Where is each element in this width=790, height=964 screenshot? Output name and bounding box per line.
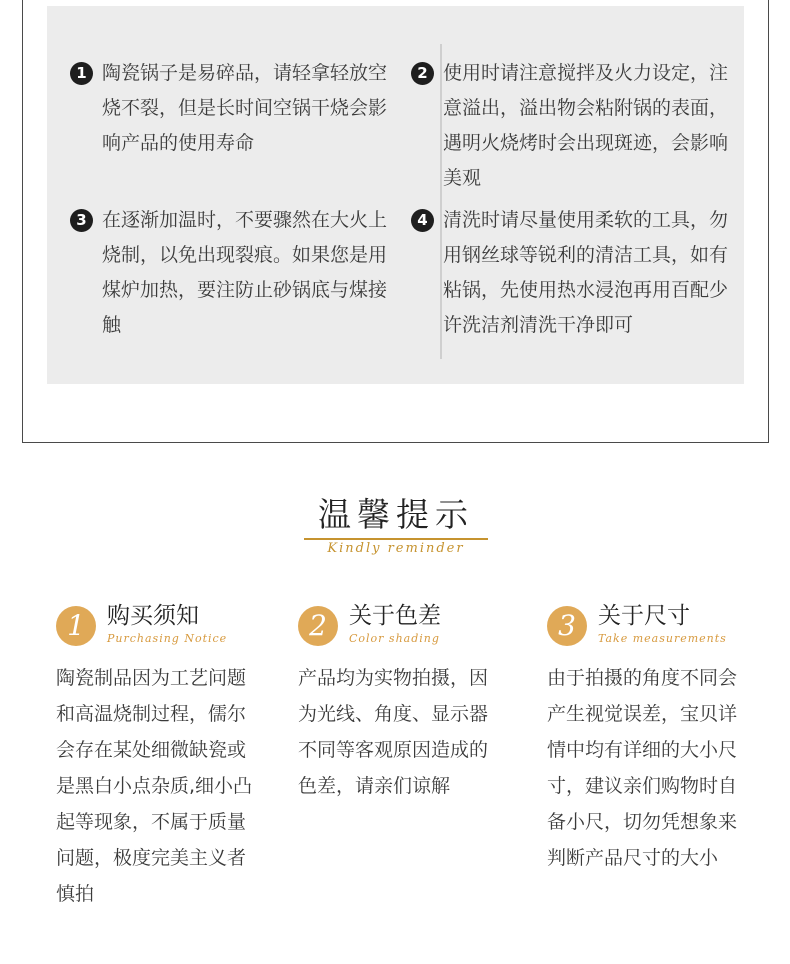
section-title-text: 温馨提示 bbox=[318, 495, 474, 534]
usage-note-4 bbox=[411, 203, 729, 343]
usage-note-text: 使用时请注意搅拌及火力设定，注意溢出，溢出物会粘附锅的表面，遇明火烧烤时会出现斑迹，会影响美观 bbox=[443, 62, 729, 189]
note-number-badge: 1 bbox=[70, 62, 93, 85]
usage-note-2 bbox=[411, 56, 729, 196]
tip-number-badge: 1 bbox=[56, 606, 96, 646]
tip-body: 产品均为实物拍摄，因为光线、角度、显示器不同等客观原因造成的色差，请亲们谅解 bbox=[298, 667, 489, 797]
usage-note-text: 清洗时请尽量使用柔软的工具，勿用钢丝球等锐利的清洁工具，如有粘锅，先使用热水浸泡再用百配少许洗洁剂清洗干净即可 bbox=[443, 209, 729, 336]
usage-note-text: 在逐渐加温时，不要骤然在大火上烧制，以免出现裂痕。如果您是用煤炉加热，要注防止砂锅底与煤接触 bbox=[102, 209, 388, 336]
usage-note-text: 陶瓷锅子是易碎品，请轻拿轻放空烧不裂，但是长时间空锅干烧会影响产品的使用寿命 bbox=[102, 62, 388, 154]
tip-number-badge: 3 bbox=[547, 606, 587, 646]
usage-note-3 bbox=[70, 203, 388, 343]
section-title-underline bbox=[304, 538, 488, 540]
tip-subtitle: Purchasing Notice bbox=[107, 632, 228, 645]
section-subtitle: Kindly reminder bbox=[327, 541, 465, 556]
note-number-badge: 4 bbox=[411, 209, 434, 232]
tip-number-badge: 2 bbox=[298, 606, 338, 646]
note-number-badge: 3 bbox=[70, 209, 93, 232]
tip-subtitle: Take measurements bbox=[598, 632, 727, 645]
tip-title: 购买须知 bbox=[107, 603, 199, 629]
note-number-badge: 2 bbox=[411, 62, 434, 85]
tip-subtitle: Color shading bbox=[349, 632, 440, 645]
usage-note-1 bbox=[70, 56, 388, 161]
tip-body: 由于拍摄的角度不同会产生视觉误差，宝贝详情中均有详细的大小尺寸，建议亲们购物时自备小尺，切勿凭想象来判断产品尺寸的大小 bbox=[547, 667, 738, 869]
tip-title: 关于尺寸 bbox=[598, 603, 690, 629]
section-title bbox=[304, 494, 488, 556]
tip-body: 陶瓷制品因为工艺问题和高温烧制过程，儒尔会存在某处细微缺瓷或是黑白小点杂质,细小凸起等现象，不属于质量问题，极度完美主义者慎拍 bbox=[56, 667, 253, 905]
tip-title: 关于色差 bbox=[349, 603, 441, 629]
